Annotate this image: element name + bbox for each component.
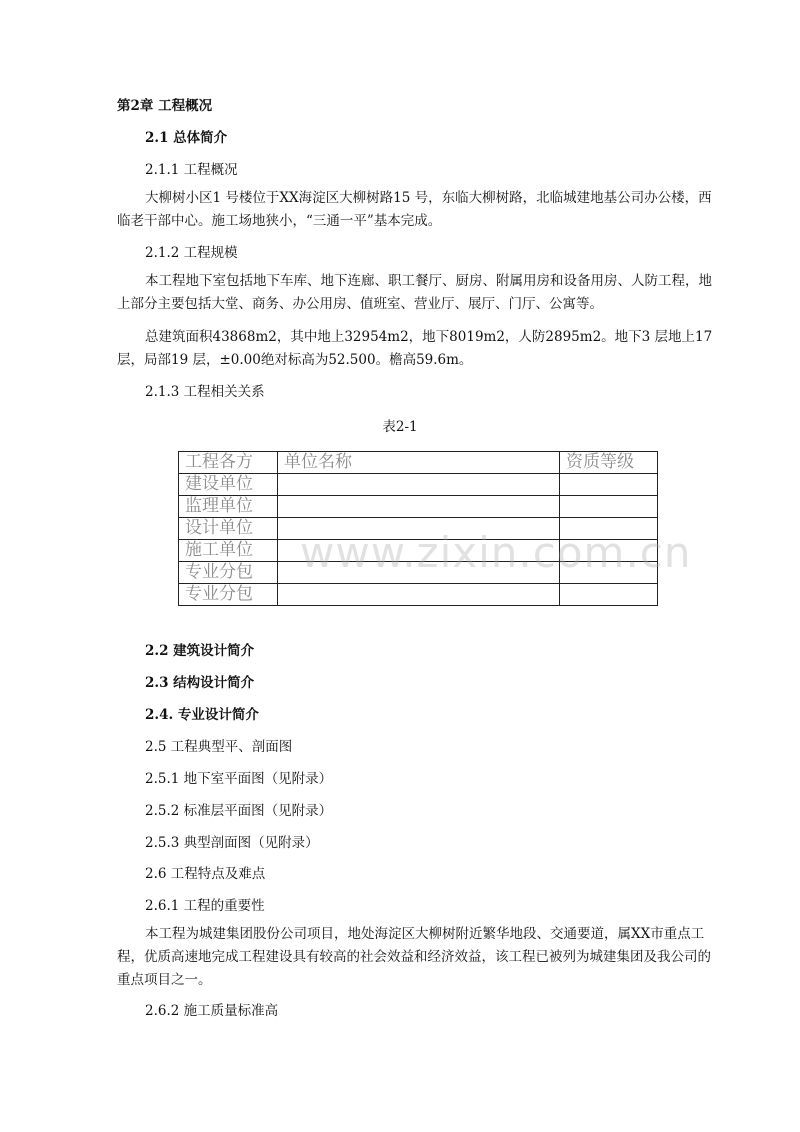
section-2-5: 2.5 工程典型平、剖面图 <box>145 739 293 755</box>
section-2-1: 2.1 总体简介 <box>145 130 228 146</box>
section-2-5-2: 2.5.2 标准层平面图（见附录） <box>145 803 333 819</box>
section-2-1-2: 2.1.2 工程规模 <box>145 245 238 261</box>
section-2-6-1: 2.6.1 工程的重要性 <box>145 898 265 914</box>
paragraph-importance: 本工程为城建集团股份公司项目，地处海淀区大柳树附近繁华地段、交通要道，属XX市重点工程，优质高速地完成工程建设具有较高的社会效益和经济效益，该工程已被列为城建集团及我公司的重点项目之一。 <box>117 926 711 988</box>
table-cell <box>560 496 658 518</box>
table-row <box>179 474 658 496</box>
section-2-1-1: 2.1.1 工程概况 <box>145 162 238 178</box>
paragraph-scale-1: 本工程地下室包括地下车库、地下连廊、职工餐厅、厨房、附属用房和设备用房、人防工程，地上部分主要包括大堂、商务、办公用房、值班室、营业厅、展厅、门厅、公寓等。 <box>117 273 712 312</box>
table-cell <box>278 584 560 606</box>
section-2-4: 2.4. 专业设计简介 <box>145 707 259 723</box>
header-cell: 资质等级 <box>560 452 658 474</box>
row-label: 设计单位 <box>179 518 278 540</box>
section-2-5-3: 2.5.3 典型剖面图（见附录） <box>145 835 319 851</box>
paragraph-overview: 大柳树小区1 号楼位于XX海淀区大柳树路15 号，东临大柳树路，北临城建地基公司办公楼，西临老干部中心。施工场地狭小，“三通一平”基本完成。 <box>117 190 712 229</box>
table-caption: 表2-1 <box>382 419 418 435</box>
section-2-6-2: 2.6.2 施工质量标准高 <box>145 1003 279 1019</box>
table-header-row <box>179 452 658 474</box>
header-cell: 单位名称 <box>278 452 560 474</box>
chapter-title: 第2章 工程概况 <box>117 98 213 114</box>
section-2-1-3: 2.1.3 工程相关关系 <box>145 384 265 400</box>
watermark: www.zixin.com.cn <box>300 528 692 577</box>
section-2-2: 2.2 建筑设计简介 <box>145 643 255 659</box>
table-cell <box>278 496 560 518</box>
section-2-6: 2.6 工程特点及难点 <box>145 866 266 882</box>
row-label: 建设单位 <box>179 474 278 496</box>
section-2-5-1: 2.5.1 地下室平面图（见附录） <box>145 771 333 787</box>
row-label: 施工单位 <box>179 540 278 562</box>
row-label: 监理单位 <box>179 496 278 518</box>
row-label: 专业分包 <box>179 562 278 584</box>
table-cell <box>560 474 658 496</box>
header-cell: 工程各方 <box>179 452 278 474</box>
table-row <box>179 584 658 606</box>
row-label: 专业分包 <box>179 584 278 606</box>
table-row <box>179 496 658 518</box>
section-2-3: 2.3 结构设计简介 <box>145 675 255 691</box>
table-cell <box>560 584 658 606</box>
table-cell <box>278 474 560 496</box>
paragraph-scale-2: 总建筑面积43868m2，其中地上32954m2，地下8019m2，人防2895m2。地下3 层地上17 层，局部19 层，±0.00绝对标高为52.500。檐高59.6m。 <box>117 329 713 368</box>
